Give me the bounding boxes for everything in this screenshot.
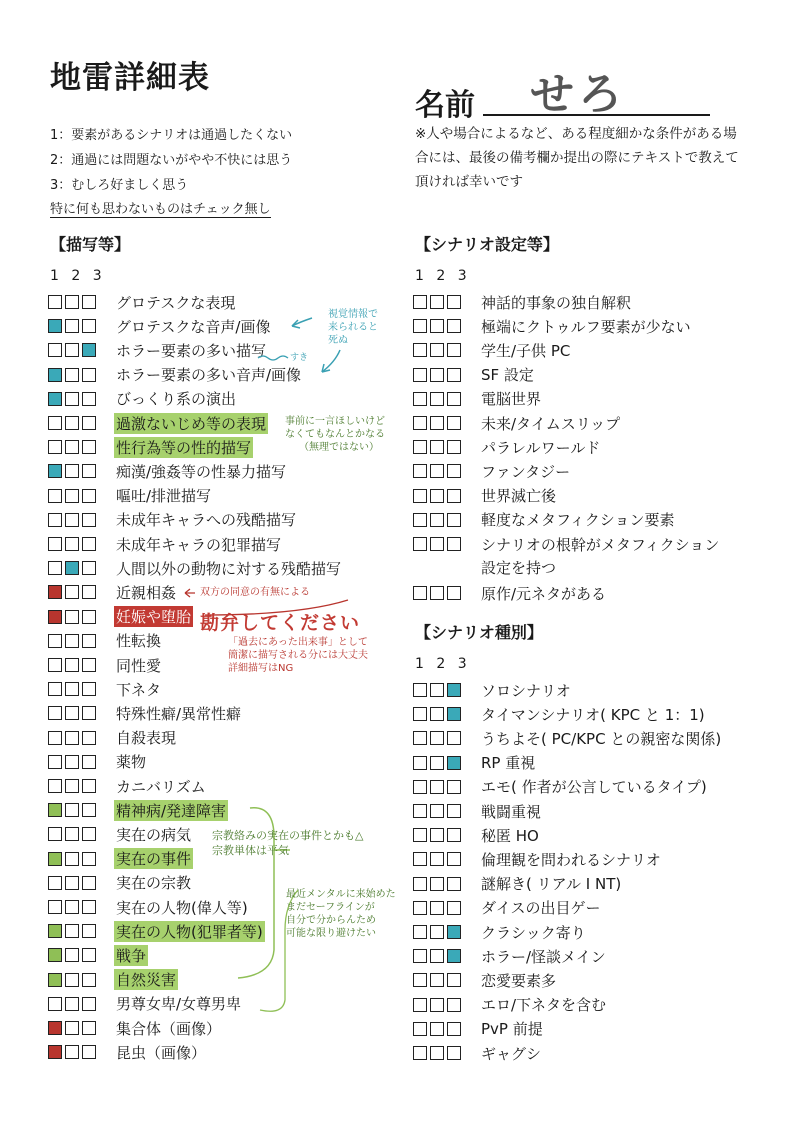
item-label: 特殊性癖/異常性癖 bbox=[116, 704, 242, 723]
item-label: 精神病/発達障害 bbox=[116, 801, 227, 820]
legend-4: 特に何も思わないものはチェック無し bbox=[50, 198, 271, 218]
annotation-bullying-3: （無理ではない） bbox=[299, 442, 379, 453]
item-label: 神話的事象の独自解釈 bbox=[481, 293, 632, 312]
item-label: RP 重視 bbox=[481, 754, 536, 773]
item-label: 未成年キャラの犯罪描写 bbox=[116, 535, 282, 554]
legend-2: 2：通過には問題ないがやや不快には思う bbox=[50, 153, 293, 168]
item-label: 謎解き( リアル I NT) bbox=[481, 875, 622, 894]
item-label: ホラー要素の多い描写 bbox=[116, 341, 267, 360]
name-value: せろ bbox=[530, 69, 626, 120]
item-label: 自殺表現 bbox=[116, 729, 177, 748]
section-heading-depiction: 【描写等】 bbox=[50, 235, 131, 254]
annotation-visual-1: 視覚情報で bbox=[328, 309, 378, 320]
item-label: 極端にクトゥルフ要素が少ない bbox=[481, 317, 691, 336]
page-title: 地雷詳細表 bbox=[50, 60, 210, 96]
item-label: SF 設定 bbox=[481, 366, 534, 385]
annotation-suki: すき bbox=[290, 353, 309, 363]
name-label: 名前 bbox=[415, 88, 475, 123]
item-label: 薬物 bbox=[116, 753, 147, 772]
item-label: 嘔吐/排泄描写 bbox=[116, 487, 212, 506]
annotation-bullying-1: 事前に一言ほしいけど bbox=[285, 416, 385, 427]
item-label: びっくり系の演出 bbox=[116, 390, 237, 409]
annotation-religion-1: 宗教絡みの実在の事件とかも△ bbox=[212, 829, 364, 842]
item-label: 実在の宗教 bbox=[116, 874, 192, 893]
column-header-right1: 1 2 3 bbox=[415, 268, 471, 284]
item-label: 人間以外の動物に対する残酷描写 bbox=[116, 559, 342, 578]
item-label: タイマンシナリオ( KPC と 1：1) bbox=[481, 705, 705, 724]
annotation-past-1: 「過去にあった出来事」として bbox=[228, 637, 368, 648]
item-label: 未成年キャラへの残酷描写 bbox=[116, 511, 297, 530]
annotation-past-3: 詳細描写はNG bbox=[228, 663, 294, 674]
item-label: 電脳世界 bbox=[481, 390, 542, 409]
annotation-mental-4: 可能な限り避けたい bbox=[286, 928, 376, 939]
setting-continuation: 設定を持つ bbox=[481, 559, 557, 577]
item-label: ダイスの出目ゲー bbox=[481, 899, 601, 918]
annotation-visual-2: 来られると bbox=[328, 322, 378, 333]
item-label: ギャグシ bbox=[481, 1044, 542, 1063]
item-label: 男尊女卑/女尊男卑 bbox=[116, 995, 242, 1014]
item-label: ホラー要素の多い音声/画像 bbox=[116, 366, 302, 385]
item-label: 実在の人物(偉人等) bbox=[116, 898, 248, 917]
item-label: 集合体（画像） bbox=[116, 1019, 222, 1038]
annotation-religion-2: 宗教単体は平気 bbox=[212, 844, 289, 857]
item-label: 秘匿 HO bbox=[481, 826, 539, 845]
annotation-bullying-2: なくてもなんとかなる bbox=[285, 429, 385, 440]
item-label: グロテスクな表現 bbox=[116, 293, 236, 312]
item-label: 戦争 bbox=[116, 946, 147, 965]
item-label: ソロシナリオ bbox=[481, 681, 571, 700]
item-label: 同性愛 bbox=[116, 656, 162, 675]
section-heading-type: 【シナリオ種別】 bbox=[415, 623, 543, 642]
annotation-visual-3: 死ぬ bbox=[328, 335, 348, 346]
item-label: シナリオの根幹がメタフィクション bbox=[481, 535, 720, 554]
annotation-please: 勘弁してください bbox=[200, 612, 361, 634]
item-label: エロ/下ネタを含む bbox=[481, 996, 607, 1015]
item-label: ホラー/怪談メイン bbox=[481, 947, 606, 966]
item-label: グロテスクな音声/画像 bbox=[116, 317, 271, 336]
item-label: 実在の病気 bbox=[116, 825, 192, 844]
item-label: 痴漢/強姦等の性暴力描写 bbox=[116, 462, 287, 481]
item-label: 倫理観を問われるシナリオ bbox=[481, 850, 661, 869]
item-label: 実在の人物(犯罪者等) bbox=[116, 922, 263, 941]
annotation-mental-2: まだセーフラインが bbox=[286, 902, 375, 913]
item-label: 恋愛要素多 bbox=[481, 971, 557, 990]
item-label: PvP 前提 bbox=[481, 1020, 543, 1039]
section-heading-setting: 【シナリオ設定等】 bbox=[415, 235, 559, 254]
item-label: 世界滅亡後 bbox=[481, 487, 557, 506]
item-label: 軽度なメタフィクション要素 bbox=[481, 511, 675, 530]
annotation-past-2: 簡潔に描写される分には大丈夫 bbox=[228, 650, 368, 661]
item-label: 未来/タイムスリップ bbox=[481, 414, 621, 433]
item-label: 自然災害 bbox=[116, 971, 177, 990]
item-label: 下ネタ bbox=[116, 680, 162, 699]
item-label: うちよそ( PC/KPC との親密な関係) bbox=[481, 729, 722, 748]
note-text: ※人や場合によるなど、ある程度細かな条件がある場合には、最後の備考欄か提出の際にテキストで教えて頂ければ幸いです bbox=[415, 126, 739, 190]
item-label: 昆虫（画像） bbox=[116, 1043, 207, 1062]
column-header-right2: 1 2 3 bbox=[415, 656, 471, 672]
legend-1: 1：要素があるシナリオは通過したくない bbox=[50, 128, 293, 143]
annotation-consent: 双方の同意の有無による bbox=[200, 587, 310, 598]
column-header-left: 1 2 3 bbox=[50, 268, 106, 284]
item-label: 性行為等の性的描写 bbox=[116, 438, 252, 457]
item-label: エモ( 作者が公言しているタイプ) bbox=[481, 778, 707, 797]
item-label: カニバリズム bbox=[116, 777, 206, 796]
item-label: クラシック寄り bbox=[481, 923, 586, 942]
item-label: 性転換 bbox=[116, 632, 162, 651]
item-label: 近親相姦 bbox=[116, 583, 177, 602]
item-label: パラレルワールド bbox=[481, 438, 601, 457]
item-label: 原作/元ネタがある bbox=[481, 584, 607, 603]
item-label: 学生/子供 PC bbox=[481, 341, 571, 360]
item-label: 妊娠や堕胎 bbox=[116, 608, 192, 627]
annotation-mental-3: 自分で分からんため bbox=[286, 915, 376, 926]
annotation-mental-1: 最近メンタルに来始めた bbox=[286, 889, 396, 900]
item-label: 戦闘重視 bbox=[481, 802, 542, 821]
item-label: 過激ないじめ等の表現 bbox=[116, 414, 267, 433]
legend-3: 3：むしろ好ましく思う bbox=[50, 178, 189, 193]
item-label: 実在の事件 bbox=[116, 850, 192, 869]
item-label: ファンタジー bbox=[481, 462, 571, 481]
